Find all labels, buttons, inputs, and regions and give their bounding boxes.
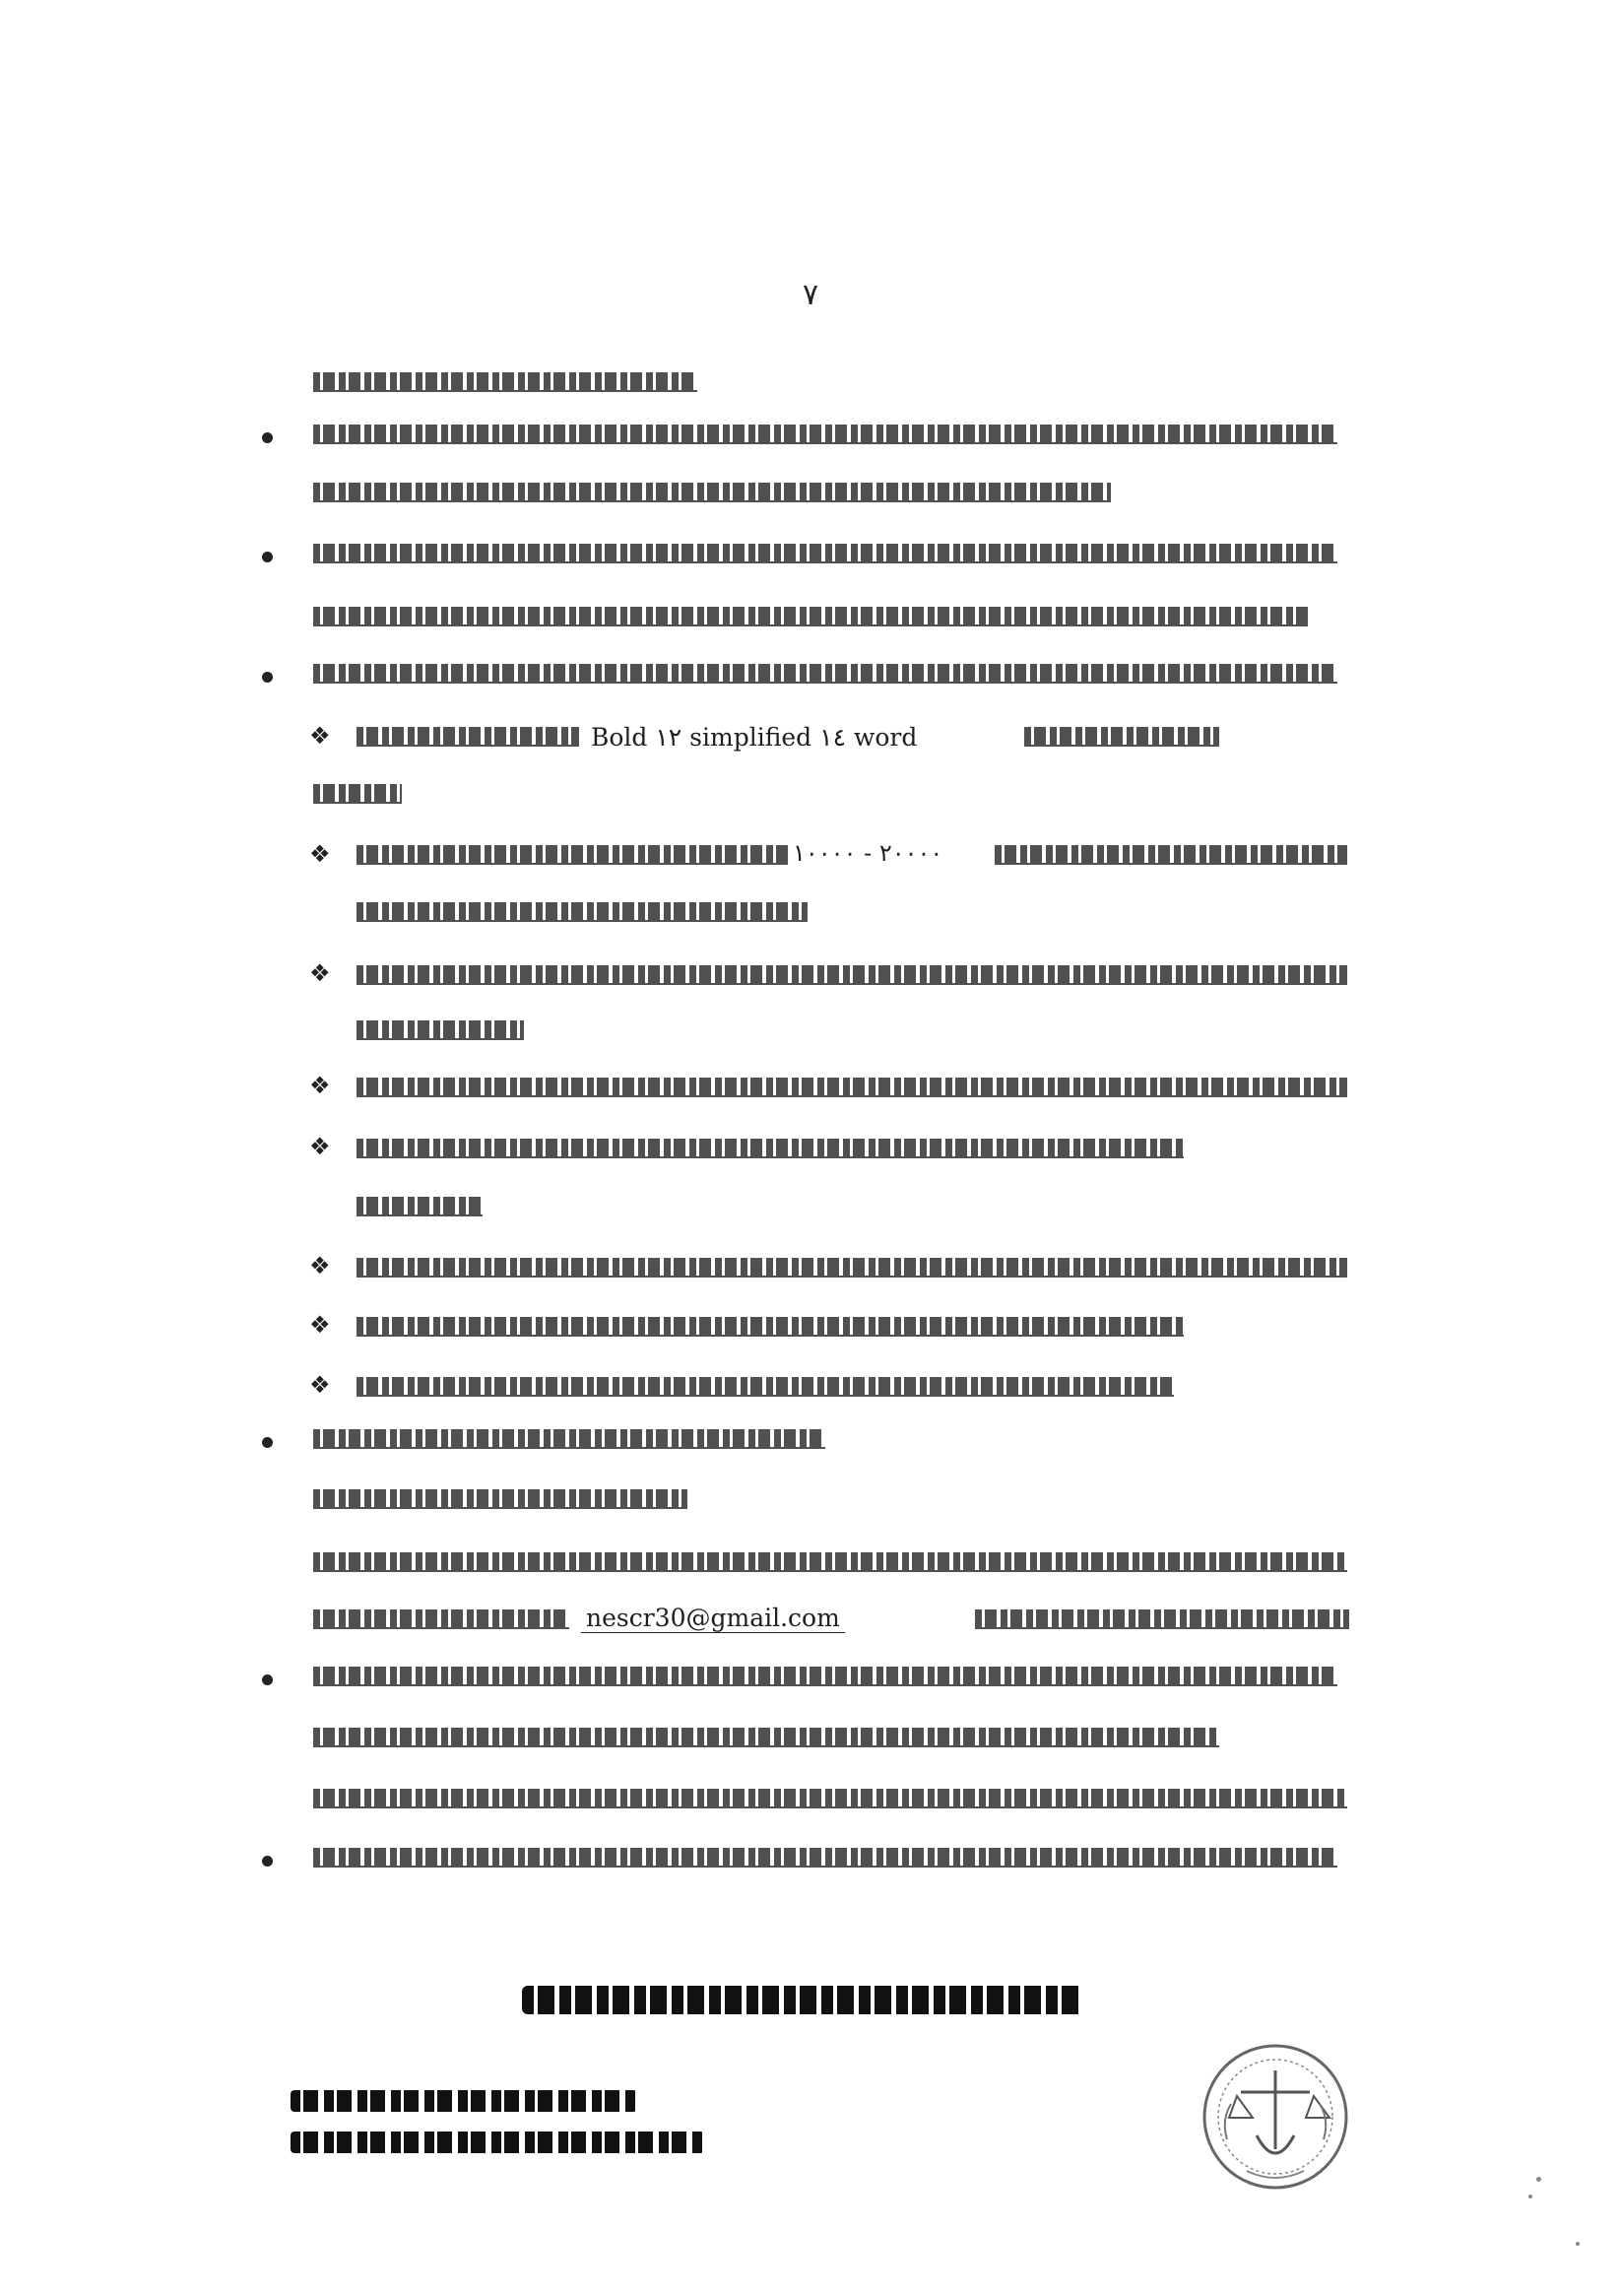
diamond-bullet-icon: ❖ [309,1252,331,1279]
signature-line [291,2132,704,2153]
institution-seal [1200,2041,1351,2193]
text-line [357,1078,1347,1097]
text-line [313,372,697,392]
bullet-marker [262,1856,273,1867]
page-number: ٧ [802,278,819,312]
bullet-marker [262,552,273,562]
word-count-range: ٢٠٠٠٠ - ١٠٠٠٠ [788,839,947,867]
text-line [357,965,1347,985]
email-address: nescr30@gmail.com [581,1604,845,1633]
text-line [313,425,1337,444]
text-line [357,1197,483,1216]
diamond-bullet-icon: ❖ [309,722,331,750]
text-line [313,784,402,804]
text-line [313,607,1308,626]
text-line [313,1429,825,1449]
text-line [357,845,790,865]
bullet-marker [262,432,273,443]
format-spec-text: Bold ١٢ simplified ١٤ word [586,723,922,752]
closing-statement [522,1986,1083,2014]
text-line [357,1258,1347,1278]
text-line [313,1667,1337,1686]
text-line [357,1317,1184,1337]
text-line [313,1489,687,1509]
diamond-bullet-icon: ❖ [309,959,331,987]
scan-speck [1528,2195,1532,2198]
diamond-bullet-icon: ❖ [309,840,331,868]
text-line [1024,727,1219,747]
text-line [995,845,1347,865]
text-line [313,1789,1347,1808]
text-line [357,902,808,922]
text-line [313,1552,1347,1572]
text-line [313,664,1337,684]
diamond-bullet-icon: ❖ [309,1371,331,1399]
text-line [313,1728,1219,1747]
signature-line [291,2090,637,2112]
diamond-bullet-icon: ❖ [309,1311,331,1339]
bullet-marker [262,1674,273,1685]
text-line [975,1609,1349,1629]
diamond-bullet-icon: ❖ [309,1133,331,1160]
bullet-marker [262,1437,273,1448]
text-line [357,1139,1184,1158]
text-line [313,1848,1337,1868]
diamond-bullet-icon: ❖ [309,1072,331,1099]
text-line [313,483,1111,502]
scan-speck [1576,2242,1580,2246]
bullet-marker [262,672,273,683]
text-line [357,727,579,747]
text-line [357,1377,1174,1397]
scan-speck [1536,2177,1541,2182]
text-line [313,1609,569,1629]
text-line [357,1020,524,1040]
text-line [313,544,1337,563]
